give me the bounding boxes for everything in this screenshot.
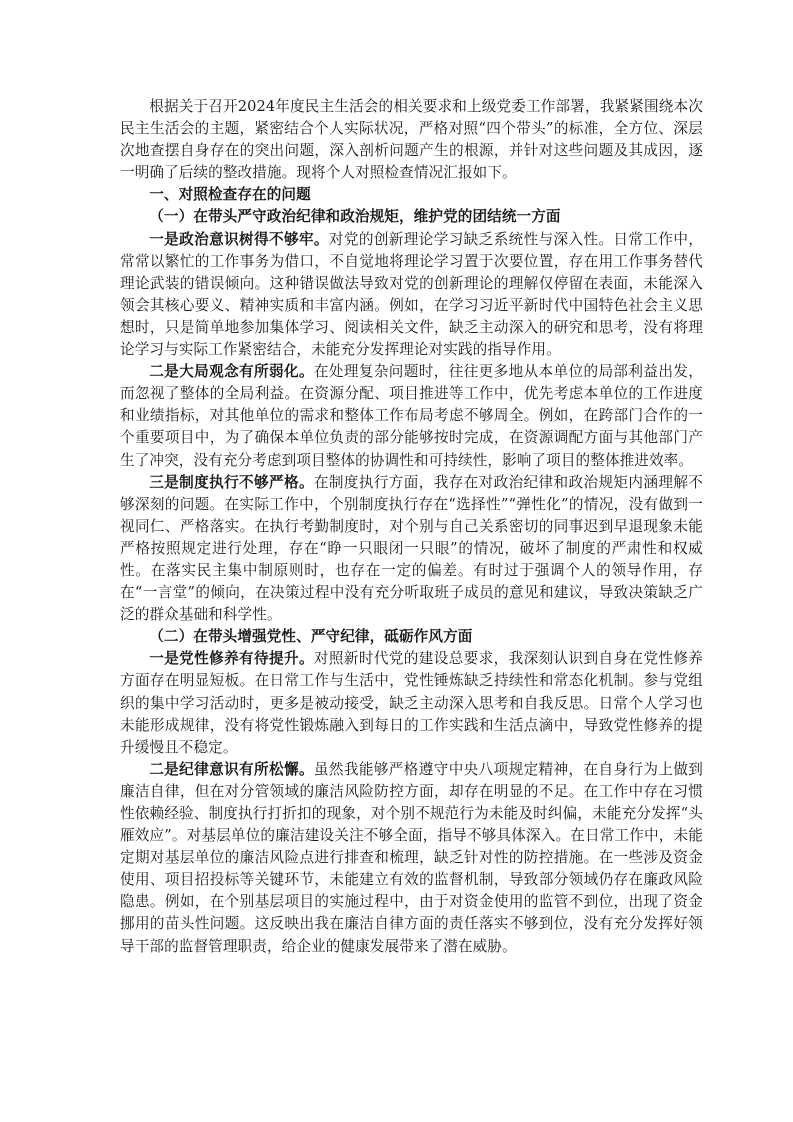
paragraph-text: 虽然我能够严格遵守中央八项规定精神，在自身行为上做到廉洁自律，但在对分管领域的廉洁风险防控方面，却存在明显的不足。在工作中存在习惯性依赖经验、制度执行打折扣的现象，对个别不规范行为未能及时纠偏，未能充分发挥“头雁效应”。对基层单位的廉洁建设关注不够全面，指导不够具体深入。在日常工作中，未能定期对基层单位的廉洁风险点进行排查和梳理，缺乏针对性的防控措施。在一些涉及资金使用、项目招投标等关键环节，未能建立有效的监督机制，导致部分领域仍存在廉政风险隐患。例如，在个别基层项目的实施过程中，由于对资金使用的监管不到位，出现了资金挪用的苗头性问题。这反映出我在廉洁自律方面的责任落实不够到位，没有充分发挥好领导干部的监督管理职责，给企业的健康发展带来了潜在威胁。 (120, 760, 703, 955)
paragraph-lead: 二是纪律意识有所松懈。 (149, 760, 314, 778)
subsection-heading-1: （一）在带头严守政治纪律和政治规矩，维护党的团结统一方面 (149, 208, 561, 226)
paragraph-text: 在处理复杂问题时，往往更多地从本单位的局部利益出发，而忽视了整体的全局利益。在资源分配、项目推进等工作中，优先考虑本单位的工作进度和业绩指标，对其他单位的需求和整体工作布局考虑不够周全。例如，在跨部门合作的一个重要项目中，为了确保本单位负责的部分能够按时完成，在资源调配方面与其他部门产生了冲突，没有充分考虑到项目整体的协调性和可持续性，影响了项目的整体推进效率。 (120, 363, 703, 469)
subsection-heading-2: （二）在带头增强党性、严守纪律，砥砺作风方面 (149, 628, 473, 646)
body-paragraph (120, 229, 703, 362)
paragraph-text: 对党的创新理论学习缺乏系统性与深入性。日常工作中，常常以繁忙的工作事务为借口，不自觉地将理论学习置于次要位置，存在用工作事务替代理论武装的错误倾向。这种错误做法导致对党的创新理论的理解仅停留在表面，未能深入领会其核心要义、精神实质和丰富内涵。例如，在学习习近平新时代中国特色社会主义思想时，只是简单地参加集体学习、阅读相关文件，缺乏主动深入的研究和思考，没有将理论学习与实际工作紧密结合，未能充分发挥理论对实践的指导作用。 (120, 230, 703, 359)
section-heading-1: 一、对照检查存在的问题 (149, 186, 311, 204)
intro-paragraph: 根据关于召开2024年度民主生活会的相关要求和上级党委工作部署，我紧紧围绕本次民主生活会的主题，紧密结合个人实际状况，严格对照“四个带头”的标准，全方位、深层次地查摆自身存在的突出问题，深入剖析问题产生的根源，并针对这些问题及其成因，逐一明确了后续的整改措施。现将个人对照检查情况汇报如下。 (120, 98, 703, 182)
paragraph-text: 在制度执行方面，我存在对政治纪律和政治规矩内涵理解不够深刻的问题。在实际工作中，个别制度执行存在“选择性”“弹性化”的情况，没有做到一视同仁、严格落实。在执行考勤制度时，对个别与自己关系密切的同事迟到早退现象未能严格按照规定进行处理，存在“睁一只眼闭一只眼”的情况，破坏了制度的严肃性和权威性。在落实民主集中制原则时，也存在一定的偏差。有时过于强调个人的领导作用，存在“一言堂”的倾向，在决策过程中没有充分听取班子成员的意见和建议，导致决策缺乏广泛的群众基础和科学性。 (120, 473, 703, 624)
paragraph-lead: 三是制度执行不够严格。 (149, 473, 314, 491)
paragraph-lead: 一是政治意识树得不够牢。 (149, 230, 329, 248)
body-paragraph (120, 759, 703, 958)
body-paragraph (120, 472, 703, 627)
body-paragraph (120, 648, 703, 758)
paragraph-lead: 一是党性修养有待提升。 (149, 650, 314, 668)
document-body (120, 96, 703, 958)
paragraph-lead: 二是大局观念有所弱化。 (149, 363, 314, 381)
body-paragraph (120, 361, 703, 471)
paragraph-text: 对照新时代党的建设总要求，我深刻认识到自身在党性修养方面存在明显短板。在日常工作与生活中，党性锤炼缺乏持续性和常态化机制。参与党组织的集中学习活动时，更多是被动接受，缺乏主动深入思考和自我反思。日常个人学习也未能形成规律，没有将党性锻炼融入到每日的工作实践和生活点滴中，导致党性修养的提升缓慢且不稳定。 (120, 650, 703, 756)
